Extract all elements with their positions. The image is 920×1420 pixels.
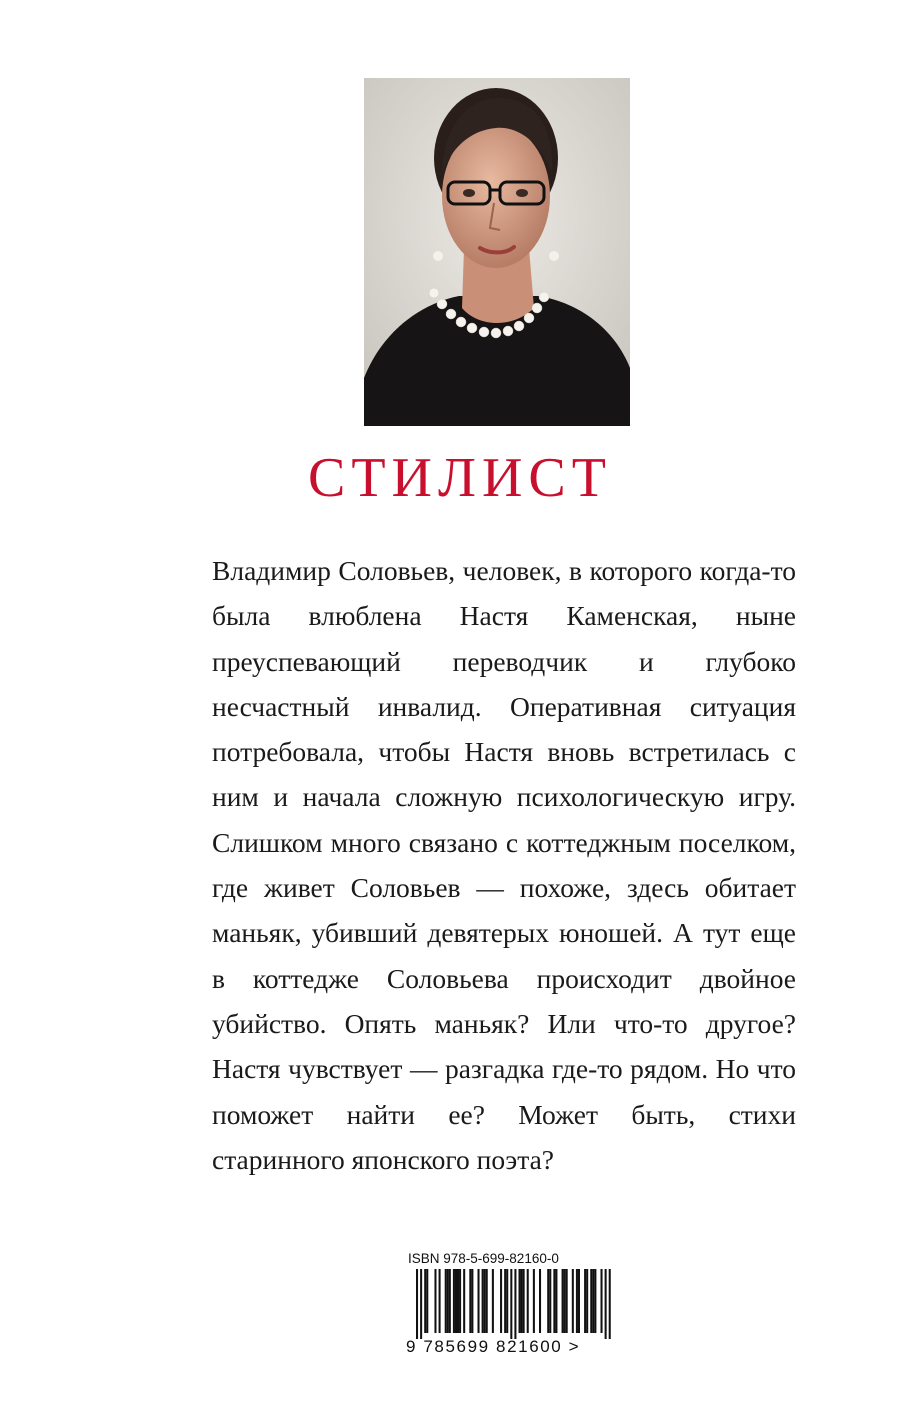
barcode-bars	[406, 1269, 618, 1339]
barcode-digits: 9 785699 821600 >	[406, 1337, 581, 1356]
isbn-label: ISBN 978-5-699-82160-0	[408, 1251, 559, 1266]
author-photo	[364, 78, 630, 426]
book-blurb: Владимир Соловьев, человек, в которого когда-то была влюблена Настя Каменская, ныне преуспевающий переводчик и глубоко несчастный инвалид. Оперативная ситуация потребовала, чтобы Настя вновь встретилась с ним и начала сложную психологическую игру. Слишком много связано с коттеджным поселком, где живет Соловьев — похоже, здесь обитает маньяк, убивший девятерых юношей. А тут еще в коттедже Соловьева происходит двойное убийство. Опять маньяк? Или что-то другое? Настя чувствует — разгадка где-то рядом. Но что поможет найти ее? Может быть, стихи старинного японского поэта?	[212, 555, 796, 1175]
author-portrait-image	[364, 78, 630, 426]
barcode	[406, 1251, 618, 1361]
book-title: СТИЛИСТ	[308, 447, 612, 509]
